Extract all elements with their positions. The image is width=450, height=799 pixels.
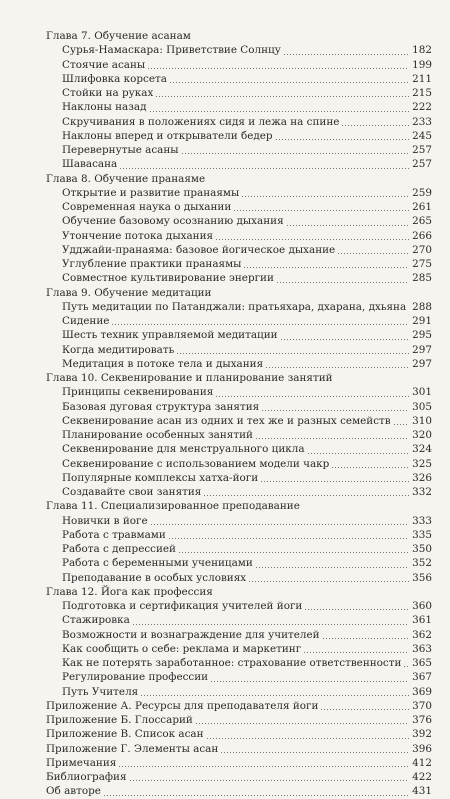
toc-entry [46,514,432,528]
page-number: 270 [412,243,432,256]
page-number: 324 [412,443,432,456]
toc-entry [46,43,432,57]
page-number: 259 [412,186,432,199]
toc-entry [46,115,432,129]
entry-title: Путь медитации по Патанджали: пратьяхара, дхарана, дхьяна [62,300,406,313]
dot-leader [112,324,409,325]
toc-entry [46,571,432,585]
entry-title: Стажировка [62,614,130,627]
toc-entry [46,328,432,342]
dot-leader [216,396,409,397]
entry-title: Приложение Г. Элементы асан [46,742,219,755]
page-number: 297 [412,343,432,356]
page-number: 320 [412,429,432,441]
page-number: 412 [412,756,432,769]
toc-entry [46,129,432,143]
entry-title: Секвенирование с использованием модели чакр [62,457,330,470]
entry-title: Шесть техник управляемой медитации [62,329,278,342]
page-number: 297 [412,357,432,370]
dot-leader [338,253,409,254]
toc-entry [46,271,432,285]
dot-leader [332,467,409,468]
toc-entry [46,628,432,642]
dot-leader [305,609,409,610]
entry-title: Новички в йоге [62,514,148,527]
dot-leader [234,210,409,211]
entry-title: Подготовка и сертификация учителей йоги [62,600,303,612]
entry-title: Утончение потока дыхания [62,229,214,242]
page-number: 332 [412,486,432,498]
entry-title: Приложение В. Список асан [46,728,204,741]
entry-title: Сидение [62,315,110,327]
page-number: 233 [412,115,432,128]
dot-leader [256,567,409,568]
entry-title: Примечания [46,756,117,769]
page-number: 369 [412,685,432,698]
entry-title: Об авторе [46,785,101,798]
dot-leader [287,225,409,226]
dot-leader [148,68,409,69]
toc-entry [46,257,432,271]
toc-entry [46,200,432,214]
page-number: 288 [412,300,432,313]
toc-entry [46,685,432,699]
toc-entry [46,214,432,228]
page-number: 325 [412,457,432,470]
toc-entry [46,229,432,243]
entry-title: Секвенирование для менструального цикла [62,443,305,456]
page-number: 211 [412,72,432,85]
dot-leader [120,168,409,169]
page-number: 261 [412,201,432,213]
page-number: 396 [412,742,432,755]
entry-title: Работа с беременными ученицами [62,557,253,570]
toc-entry [46,784,432,798]
entry-title: Как сообщить о себе: реклама и маркетинг [62,642,302,655]
entry-title: Библиография [46,771,127,783]
page-number: 361 [412,614,432,627]
toc-entry [46,58,432,72]
entry-title: Преподавание в особых условиях [62,571,247,584]
dot-leader [150,111,410,112]
dot-leader [244,267,409,268]
dot-leader [182,153,409,154]
toc-entry [46,86,432,100]
dot-leader [276,139,409,140]
toc-entry [46,742,432,756]
entry-title: Базовая дуговая структура занятия [62,400,260,413]
toc-chapter-heading [46,29,432,43]
page-number: 422 [412,771,432,783]
entry-title: Сурья-Намаскара: Приветствие Солнцу [62,44,281,57]
dot-leader [261,481,409,482]
dot-leader [211,681,409,682]
dot-leader [304,652,409,653]
dot-leader [342,125,409,126]
toc-entry [46,442,432,456]
dot-leader [179,552,409,553]
page-number: 363 [412,642,432,655]
toc-entry [46,656,432,670]
page-number: 352 [412,557,432,570]
toc-entry [46,414,432,428]
dot-leader [156,96,409,97]
toc-entry [46,400,432,414]
entry-title: Наклоны назад [62,101,147,114]
dot-leader [130,780,409,781]
chapter-title: Глава 11. Специализированное преподавание [46,500,300,513]
page-number: 257 [412,158,432,171]
entry-title: Планирование особенных занятий [62,429,253,441]
dot-leader [266,367,409,368]
page-number: 222 [412,101,432,114]
entry-title: Путь Учителя [62,685,139,698]
dot-leader [169,538,409,539]
toc-entry [46,699,432,713]
chapter-title: Глава 8. Обучение пранаяме [46,172,206,185]
dot-leader [284,54,409,55]
entry-title: Удджайи-пранаяма: базовое йогическое дыхание [62,243,336,256]
dot-leader [204,495,409,496]
toc-entry [46,485,432,499]
page-number: 182 [412,44,432,57]
page-number: 275 [412,258,432,270]
table-of-contents [46,29,432,799]
dot-leader [221,752,409,753]
page-number: 362 [412,628,432,641]
entry-title: Шавасана [62,158,118,171]
toc-entry [46,770,432,784]
entry-title: Работа с депрессией [62,543,176,555]
toc-entry [46,157,432,171]
page-number: 257 [412,144,432,156]
page-number: 376 [412,714,432,726]
toc-entry [46,542,432,556]
page-number: 333 [412,514,432,527]
toc-entry [46,457,432,471]
entry-title: Популярные комплексы хатха-йоги [62,471,259,484]
dot-leader [256,438,409,439]
page-number: 392 [412,728,432,741]
toc-entry [46,528,432,542]
page-number: 301 [412,386,432,399]
entry-title: Когда медитировать [62,343,175,356]
toc-entry [46,343,432,357]
dot-leader [133,624,409,625]
toc-chapter-heading [46,172,432,186]
toc-entry [46,72,432,86]
dot-leader [104,795,409,796]
dot-leader [196,723,409,724]
dot-leader [308,453,409,454]
dot-leader [177,353,409,354]
page-number: 199 [412,58,432,71]
toc-entry [46,143,432,157]
page-number: 295 [412,329,432,342]
entry-title: Медитация в потоке тела и дыхания [62,357,264,370]
dot-leader [321,709,409,710]
dot-leader [170,82,409,83]
toc-entry [46,642,432,656]
entry-title: Обучение базовому осознанию дыхания [62,215,284,228]
dot-leader [281,339,409,340]
dot-leader [249,581,409,582]
dot-leader [262,410,409,411]
toc-entry [46,727,432,741]
entry-title: Совместное культивирование энергии [62,272,274,285]
dot-leader [277,282,409,283]
toc-entry [46,314,432,328]
chapter-title: Глава 10. Секвенирование и планирование занятий [46,372,333,384]
toc-entry [46,471,432,485]
page-number: 326 [412,471,432,484]
entry-title: Современная наука о дыхании [62,201,232,213]
dot-leader [119,766,409,767]
entry-title: Секвенирование асан из одних и тех же и разных семейств [62,414,391,427]
page-number: 335 [412,528,432,541]
chapter-title: Глава 12. Йога как профессия [46,585,213,598]
page-number: 370 [412,699,432,712]
entry-title: Приложение А. Ресурсы для преподавателя йоги [46,699,319,712]
entry-title: Создавайте свои занятия [62,486,202,498]
page-number: 265 [412,215,432,228]
entry-title: Скручивания в положениях сидя и лежа на спине [62,115,340,128]
dot-leader [404,666,409,667]
page-number: 291 [412,315,432,327]
toc-entry [46,357,432,371]
page-number: 310 [412,414,432,427]
entry-title: Наклоны вперед и открыватели бедер [62,129,273,142]
entry-title: Регулирование профессии [62,671,209,684]
entry-title: Принципы секвенирования [62,386,214,399]
toc-entry [46,556,432,570]
toc-entry [46,300,432,314]
toc-entry [46,756,432,770]
page-number: 367 [412,671,432,684]
entry-title: Углубление практики пранаямы [62,258,242,270]
dot-leader [141,695,409,696]
dot-leader [323,638,409,639]
entry-title: Открытие и развитие пранаямы [62,186,240,199]
entry-title: Работа с травмами [62,528,166,541]
page-number: 360 [412,600,432,612]
page-number: 350 [412,543,432,555]
dot-leader [394,424,409,425]
dot-leader [207,738,409,739]
entry-title: Возможности и вознаграждение для учителей [62,628,320,641]
toc-chapter-heading [46,371,432,385]
page-number: 285 [412,272,432,285]
dot-leader [216,239,409,240]
entry-title: Приложение Б. Глоссарий [46,714,193,726]
entry-title: Стоячие асаны [62,58,146,71]
page-number: 305 [412,400,432,413]
page-number: 245 [412,129,432,142]
toc-entry [46,670,432,684]
entry-title: Перевернутые асаны [62,144,179,156]
page-number: 215 [412,87,432,99]
toc-entry [46,385,432,399]
toc-chapter-heading [46,499,432,513]
dot-leader [151,524,409,525]
toc-chapter-heading [46,585,432,599]
chapter-title: Глава 7. Обучение асанам [46,30,191,42]
page-number: 365 [412,657,432,669]
toc-entry [46,428,432,442]
entry-title: Стойки на руках [62,87,154,99]
page-number: 266 [412,229,432,242]
page-number: 356 [412,571,432,584]
toc-chapter-heading [46,286,432,300]
toc-entry [46,100,432,114]
entry-title: Шлифовка корсета [62,72,167,85]
toc-entry [46,713,432,727]
chapter-title: Глава 9. Обучение медитации [46,286,212,299]
toc-entry [46,243,432,257]
entry-title: Как не потерять заработанное: страхование ответственности [62,657,402,669]
toc-entry [46,599,432,613]
dot-leader [242,196,409,197]
page-number: 431 [412,785,432,798]
toc-entry [46,613,432,627]
toc-entry [46,186,432,200]
